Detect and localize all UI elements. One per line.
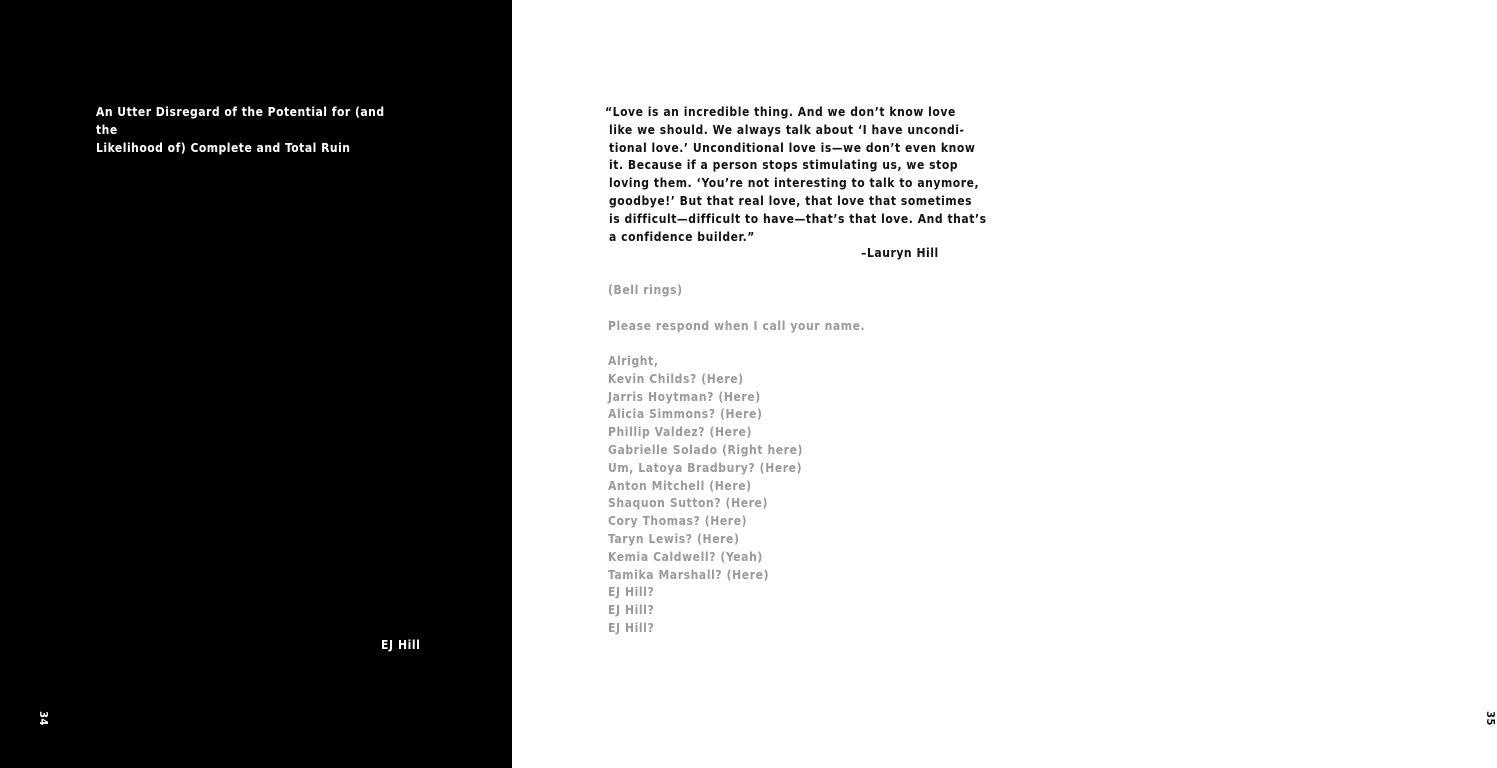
- quote-line: “Love is an incredible thing. And we don’t know love: [605, 105, 956, 119]
- roll-call-line: Phillip Valdez? (Here): [608, 425, 752, 440]
- quote-line: like we should. We always talk about ‘I have uncondi-: [609, 122, 965, 137]
- work-title-line: Likelihood of) Complete and Total Ruin: [96, 140, 351, 155]
- roll-call-line: Alright,: [608, 354, 659, 368]
- roll-call-line: EJ Hill?: [608, 603, 655, 618]
- roll-call-line: Tamika Marshall? (Here): [608, 567, 770, 582]
- roll-call-line: Cory Thomas? (Here): [608, 514, 748, 529]
- roll-call-line: EJ Hill?: [608, 585, 655, 600]
- roll-call-line: Taryn Lewis? (Here): [608, 531, 740, 546]
- work-title: [96, 104, 396, 157]
- roll-call-line: Kemia Caldwell? (Yeah): [608, 549, 763, 564]
- roll-call-list: [608, 353, 803, 638]
- author-name: EJ Hill: [381, 638, 421, 652]
- stage-direction: (Bell rings): [608, 283, 683, 297]
- page-number-right: 35: [1483, 711, 1497, 726]
- roll-call-line: Anton Mitchell (Here): [608, 478, 752, 493]
- roll-call-line: EJ Hill?: [608, 620, 655, 635]
- quote-line: it. Because if a person stops stimulating us, we stop: [609, 158, 959, 173]
- right-page: [512, 0, 1497, 768]
- roll-instruction: Please respond when I call your name.: [608, 319, 866, 333]
- quote-attribution: –Lauryn Hill: [861, 246, 939, 260]
- quote-line: tional love.’ Unconditional love is—we don’t even know: [609, 140, 976, 155]
- quote-line: loving them. ‘You’re not interesting to talk to anymore,: [609, 176, 980, 191]
- quote-line: a confidence builder.”: [609, 229, 755, 244]
- roll-call-line: Kevin Childs? (Here): [608, 371, 744, 386]
- page-number-left: 34: [36, 711, 50, 726]
- roll-call-line: Jarris Hoytman? (Here): [608, 389, 761, 404]
- roll-call-line: Shaquon Sutton? (Here): [608, 496, 769, 511]
- roll-call-line: Gabrielle Solado (Right here): [608, 442, 804, 457]
- epigraph-quote: [605, 104, 987, 246]
- quote-line: is difficult—difficult to have—that’s that love. And that’s: [609, 211, 987, 226]
- left-page: [0, 0, 512, 768]
- roll-call-line: Um, Latoya Bradbury? (Here): [608, 460, 803, 475]
- work-title-line: An Utter Disregard of the Potential for (and the: [96, 105, 385, 137]
- roll-call-line: Alicia Simmons? (Here): [608, 407, 763, 422]
- quote-line: goodbye!’ But that real love, that love that sometimes: [609, 193, 973, 208]
